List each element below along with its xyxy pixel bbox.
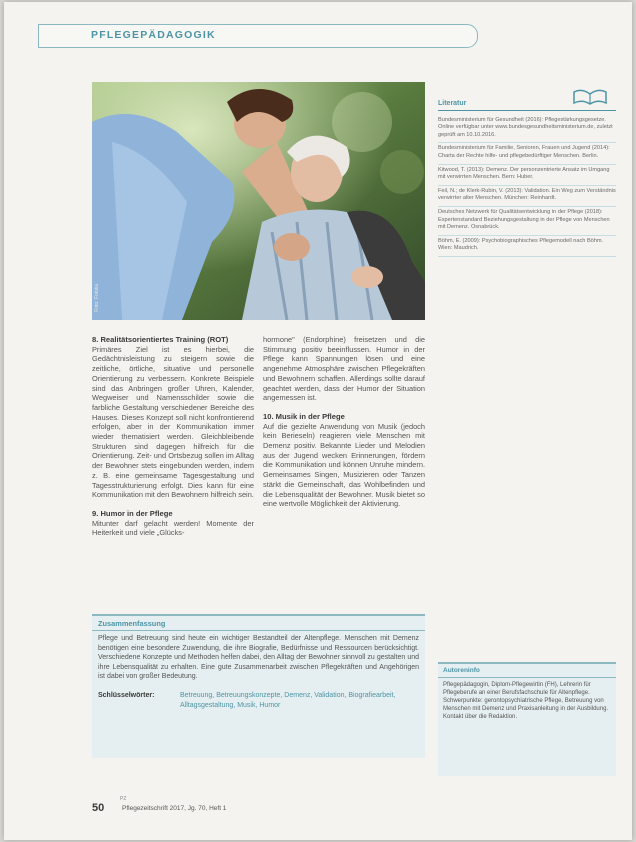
literature-entry: Böhm, E. (2009): Psychobiographisches Pflegemodell nach Böhm. Wien: Maudrich. [438, 236, 616, 257]
footer-mark: PZ [120, 796, 127, 802]
author-title: Autoreninfo [438, 664, 616, 678]
paragraph: Primäres Ziel ist es hierbei, die Gedächtnisleistung zu steigern sowie die zeitliche, örtliche, situative und personelle Orientierung zu verbessern. Konkrete Beispiele sind das Anbringen großer Uhren, Kalender, Wegweiser und Namensschilder sowie die farbliche Gestaltung verschiedener Bereiche des Hauses. Dieses Konzept soll nicht konfrontierend erfolgen, aber in der Kommunikation immer wieder thematisiert werden. Gleichbleibende Strukturen sind dagegen hilfreich für die Orientierung. Zeit- und Ortsbezug sollen im Alltag der Bewohner stets eingebunden werden, indem z. B. eine gemeinsame Tagesgestaltung und Tagesstrukturierung erfolgt. Dies kann für eine Kommunikation mit den Bewohnern hilfreich sein. [92, 344, 254, 500]
page [4, 2, 632, 840]
section-heading: 9. Humor in der Pflege [92, 508, 173, 518]
literature-title [438, 100, 616, 111]
paragraph: hormone" (Endorphine) freisetzen und die Stimmung positiv beeinflussen. Humor in der Pflege kann Spannungen lösen und eine angenehme Atmosphäre zwischen Pflegekräften und Bewohnern schaffen. Allerdings sollte darauf geachtet werden, dass der Humor der Situation angemessen ist. [263, 335, 425, 403]
author-box [438, 662, 616, 776]
literature-entry: Feil, N.; de Klerk-Rubin, V. (2013): Validation. Ein Weg zum Verständnis verwirrter alter Menschen. München: Reinhardt. [438, 186, 616, 207]
literature-entry: Bundesministerium für Familie, Senioren, Frauen und Jugend (2014): Charta der Rechte hilfe- und pflegebedürftiger Menschen. Berlin. [438, 143, 616, 164]
journal-citation: Pflegezeitschrift 2017, Jg. 70, Heft 1 [122, 805, 227, 812]
literature-entry: Bundesministerium für Gesundheit (2016): Pflegestärkungsgesetze. Online verfügbar unter www.bundesgesundheitsministerium.de, zuletzt geprüft am 10.10.2016. [438, 115, 616, 144]
section-heading: 8. Realitätsorientiertes Training (ROT) [92, 335, 229, 344]
keywords-row [92, 685, 425, 710]
article-column-middle [263, 335, 425, 518]
literature-title-text: Literatur [438, 100, 467, 107]
article-column-left [92, 335, 254, 547]
article-photo [92, 82, 425, 320]
page-number: 50 [92, 802, 105, 814]
summary-text: Pflege und Betreuung sind heute ein wichtiger Bestandteil der Altenpflege. Menschen mit Demenz benötigen eine besondere Zuwendung, die ihre Biografie, Bedürfnisse und Ressourcen berücksichtigt. Verschiedene Konzepte und Methoden helfen dabei, den Alltag der Bewohner sinnvoll zu gestalten und ihre Lebensqualität zu erhalten. Eine gute Zusammenarbeit zwischen Pflegekräften und Angehörigen ist dabei von großer Bedeutung. [98, 635, 419, 681]
section-header [38, 24, 478, 48]
author-text: Pflegepädagogin, Diplom-Pflegewirtin (FH), Lehrerin für Pflegeberufe an einer Berufsfachschule für Altenpflege. Schwerpunkte: gerontopsychiatrische Pflege, Betreuung von Menschen mit Demenz und Praxisanleitung in der Ausbildung. Kontakt über die Redaktion. [443, 682, 609, 720]
open-book-icon [570, 86, 610, 106]
paragraph: Auf die gezielte Anwendung von Musik (jedoch kein Berieseln) reagieren viele Menschen mit Demenz positiv. Bekannte Lieder und Melodien aus der Jugend wecken Erinnerungen, fördern die Kommunikation und können Unruhe mindern. Gemeinsames Singen, Musizieren oder Tanzen stärkt die Gemeinschaft, das Wohlbefinden und die Lebensqualität der Bewohner. Musik bietet so eine wertvolle Möglichkeit der Aktivierung. [263, 421, 425, 509]
literature-sidebar [438, 100, 616, 257]
literature-entry: Kitwood, T. (2013): Demenz. Der personzentrierte Ansatz im Umgang mit verwirrten Menschen. Bern: Huber. [438, 165, 616, 186]
summary-box [92, 614, 425, 758]
keywords-label: Schlüsselwörter: [98, 691, 155, 699]
keywords-text: Betreuung, Betreuungskonzepte, Demenz, Validation, Biografiearbeit, Alltagsgestaltung, Musik, Humor [180, 691, 396, 709]
literature-entry: Deutsches Netzwerk für Qualitätsentwicklung in der Pflege (2018): Expertenstandard Beziehungsgestaltung in der Pflege von Menschen mit Demenz. Osnabrück. [438, 207, 616, 236]
section-title: PFLEGEPÄDAGOGIK [91, 29, 216, 41]
photo-credit: Foto: Fotolia [94, 284, 100, 312]
section-heading: 10. Musik in der Pflege [263, 411, 345, 421]
photo-illustration [92, 82, 425, 320]
summary-title: Zusammenfassung [92, 616, 425, 631]
paragraph: Mitunter darf gelacht werden! Momente der Heiterkeit und viele „Glücks- [92, 518, 254, 538]
